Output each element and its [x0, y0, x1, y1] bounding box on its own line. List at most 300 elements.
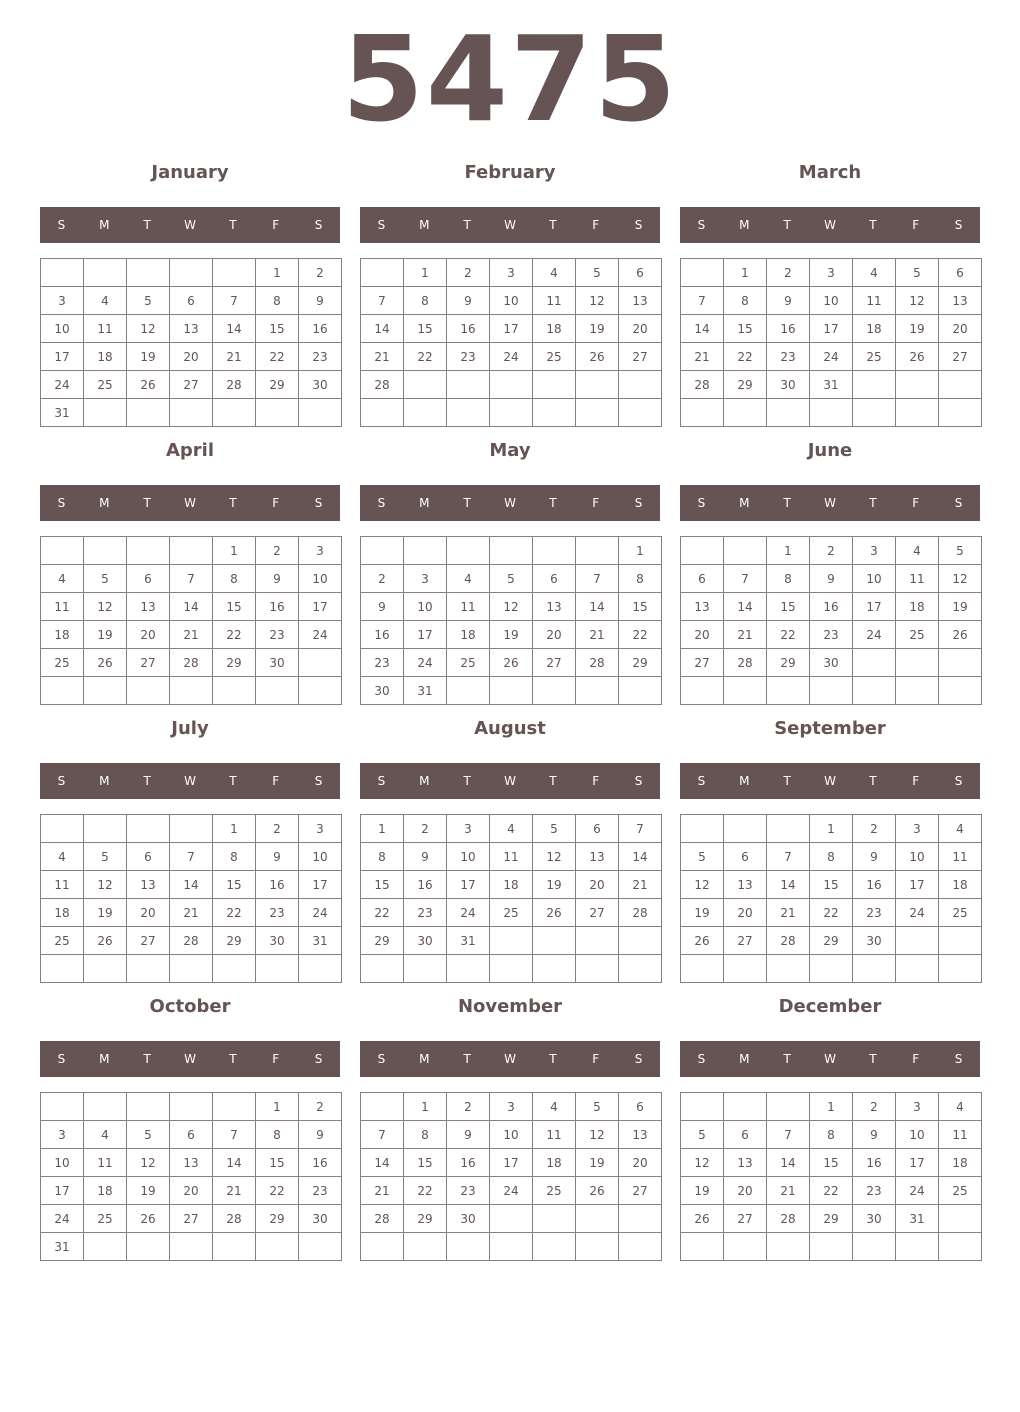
month-name: November: [457, 996, 563, 1017]
year-title: 5475: [341, 10, 679, 148]
day-cell: 6: [724, 1121, 767, 1149]
day-cell: 20: [724, 1177, 767, 1205]
empty-day-cell: [361, 537, 404, 565]
weekday-label: T: [549, 774, 557, 788]
week-row: [41, 1121, 342, 1149]
day-cell: 30: [853, 1205, 896, 1233]
day-cell: 22: [404, 1177, 447, 1205]
week-row: [681, 371, 982, 399]
day-cell: 11: [447, 593, 490, 621]
day-cell: 2: [404, 815, 447, 843]
day-cell: 19: [84, 621, 127, 649]
empty-day-cell: [490, 677, 533, 705]
empty-day-cell: [810, 1233, 853, 1261]
empty-day-cell: [681, 537, 724, 565]
weekday-label: T: [869, 774, 877, 788]
empty-day-cell: [939, 1205, 982, 1233]
day-cell: 23: [853, 1177, 896, 1205]
empty-day-cell: [170, 399, 213, 427]
empty-day-cell: [404, 537, 447, 565]
day-grid: [40, 814, 342, 983]
day-cell: 24: [896, 899, 939, 927]
empty-day-cell: [939, 399, 982, 427]
day-cell: 30: [299, 371, 342, 399]
empty-day-cell: [533, 371, 576, 399]
day-cell: 4: [41, 565, 84, 593]
day-cell: 31: [41, 1233, 84, 1261]
day-grid: [680, 1092, 982, 1261]
day-cell: 5: [681, 843, 724, 871]
day-cell: 22: [767, 621, 810, 649]
week-row: [361, 843, 662, 871]
day-cell: 1: [361, 815, 404, 843]
day-cell: 16: [361, 621, 404, 649]
empty-day-cell: [84, 537, 127, 565]
day-cell: 16: [256, 593, 299, 621]
day-cell: 22: [810, 899, 853, 927]
day-cell: 1: [767, 537, 810, 565]
week-row: [41, 955, 342, 983]
day-cell: 4: [533, 259, 576, 287]
week-row: [681, 1177, 982, 1205]
day-cell: 7: [361, 1121, 404, 1149]
week-row: [681, 1149, 982, 1177]
weekday-label: S: [697, 1052, 706, 1066]
empty-day-cell: [724, 815, 767, 843]
day-cell: 26: [939, 621, 982, 649]
day-cell: 23: [299, 343, 342, 371]
day-cell: 29: [256, 1205, 299, 1233]
weekday-label: W: [824, 496, 836, 510]
empty-day-cell: [213, 1233, 256, 1261]
day-cell: 31: [810, 371, 853, 399]
day-cell: 20: [170, 343, 213, 371]
day-cell: 26: [533, 899, 576, 927]
day-cell: 11: [41, 871, 84, 899]
week-row: [41, 287, 342, 315]
day-cell: 5: [576, 1093, 619, 1121]
empty-day-cell: [619, 399, 662, 427]
day-cell: 5: [127, 287, 170, 315]
day-cell: 2: [256, 815, 299, 843]
day-cell: 9: [447, 287, 490, 315]
day-cell: 13: [170, 1149, 213, 1177]
day-cell: 12: [576, 1121, 619, 1149]
week-row: [681, 1233, 982, 1261]
day-cell: 19: [127, 1177, 170, 1205]
day-cell: 7: [619, 815, 662, 843]
week-row: [361, 371, 662, 399]
day-cell: 23: [810, 621, 853, 649]
day-cell: 6: [939, 259, 982, 287]
weekday-label: W: [504, 218, 516, 232]
week-row: [681, 1093, 982, 1121]
empty-day-cell: [939, 677, 982, 705]
day-cell: 3: [490, 259, 533, 287]
day-cell: 13: [127, 593, 170, 621]
day-cell: 25: [533, 1177, 576, 1205]
week-row: [361, 871, 662, 899]
week-row: [681, 621, 982, 649]
day-cell: 18: [939, 1149, 982, 1177]
day-cell: 4: [84, 1121, 127, 1149]
day-cell: 11: [939, 843, 982, 871]
empty-day-cell: [724, 537, 767, 565]
week-row: [41, 399, 342, 427]
weekday-label: M: [739, 1052, 750, 1066]
day-cell: 28: [681, 371, 724, 399]
week-row: [681, 899, 982, 927]
day-cell: 29: [619, 649, 662, 677]
day-cell: 19: [681, 1177, 724, 1205]
day-cell: 6: [127, 565, 170, 593]
empty-day-cell: [490, 399, 533, 427]
week-row: [681, 1121, 982, 1149]
day-cell: 18: [533, 315, 576, 343]
weekday-label: M: [419, 1052, 430, 1066]
empty-day-cell: [84, 815, 127, 843]
day-cell: 4: [41, 843, 84, 871]
day-cell: 23: [767, 343, 810, 371]
week-row: [41, 899, 342, 927]
day-cell: 10: [447, 843, 490, 871]
weekday-label: S: [697, 774, 706, 788]
week-row: [361, 399, 662, 427]
day-cell: 3: [810, 259, 853, 287]
empty-day-cell: [299, 677, 342, 705]
weekday-label: T: [783, 218, 791, 232]
weekday-label: W: [824, 218, 836, 232]
week-row: [681, 565, 982, 593]
day-cell: 29: [256, 371, 299, 399]
day-cell: 27: [170, 371, 213, 399]
weekday-label: S: [954, 1052, 963, 1066]
day-cell: 15: [724, 315, 767, 343]
day-cell: 25: [853, 343, 896, 371]
week-row: [681, 343, 982, 371]
month-name: January: [151, 162, 229, 183]
day-cell: 7: [724, 565, 767, 593]
empty-day-cell: [939, 371, 982, 399]
day-cell: 12: [490, 593, 533, 621]
day-cell: 8: [361, 843, 404, 871]
day-cell: 23: [853, 899, 896, 927]
weekday-label: W: [824, 1052, 836, 1066]
day-cell: 4: [853, 259, 896, 287]
weekday-header: [40, 485, 340, 521]
day-cell: 3: [490, 1093, 533, 1121]
weekday-label: F: [592, 1052, 600, 1066]
weekday-label: S: [377, 218, 386, 232]
week-row: [361, 565, 662, 593]
empty-day-cell: [533, 537, 576, 565]
weekday-label: W: [824, 774, 836, 788]
empty-day-cell: [724, 955, 767, 983]
weekday-label: S: [634, 218, 643, 232]
week-row: [681, 399, 982, 427]
weekday-label: T: [143, 496, 151, 510]
day-cell: 9: [256, 565, 299, 593]
empty-day-cell: [767, 399, 810, 427]
empty-day-cell: [681, 1093, 724, 1121]
day-cell: 3: [404, 565, 447, 593]
day-cell: 2: [853, 1093, 896, 1121]
empty-day-cell: [896, 677, 939, 705]
day-cell: 20: [533, 621, 576, 649]
day-cell: 25: [447, 649, 490, 677]
day-cell: 9: [299, 287, 342, 315]
day-cell: 29: [213, 927, 256, 955]
empty-day-cell: [84, 399, 127, 427]
day-cell: 28: [619, 899, 662, 927]
day-cell: 24: [490, 1177, 533, 1205]
day-cell: 26: [84, 649, 127, 677]
day-cell: 18: [84, 1177, 127, 1205]
day-cell: 21: [767, 899, 810, 927]
empty-day-cell: [41, 815, 84, 843]
empty-day-cell: [533, 677, 576, 705]
empty-day-cell: [724, 1093, 767, 1121]
day-cell: 15: [810, 1149, 853, 1177]
empty-day-cell: [533, 927, 576, 955]
day-cell: 28: [213, 1205, 256, 1233]
weekday-label: F: [592, 496, 600, 510]
day-cell: 13: [576, 843, 619, 871]
day-cell: 22: [256, 1177, 299, 1205]
day-cell: 18: [41, 899, 84, 927]
month-name: February: [464, 162, 556, 183]
week-row: [361, 593, 662, 621]
week-row: [41, 259, 342, 287]
day-cell: 27: [724, 1205, 767, 1233]
day-cell: 21: [681, 343, 724, 371]
weekday-label: S: [57, 774, 66, 788]
day-cell: 9: [810, 565, 853, 593]
day-cell: 30: [853, 927, 896, 955]
day-cell: 13: [681, 593, 724, 621]
day-cell: 13: [533, 593, 576, 621]
day-cell: 21: [213, 1177, 256, 1205]
week-row: [681, 537, 982, 565]
day-cell: 20: [170, 1177, 213, 1205]
empty-day-cell: [896, 955, 939, 983]
week-row: [41, 677, 342, 705]
day-cell: 21: [361, 1177, 404, 1205]
weekday-header: [360, 207, 660, 243]
day-cell: 24: [404, 649, 447, 677]
empty-day-cell: [127, 399, 170, 427]
day-cell: 11: [939, 1121, 982, 1149]
day-cell: 19: [939, 593, 982, 621]
day-cell: 19: [533, 871, 576, 899]
day-cell: 25: [84, 1205, 127, 1233]
day-cell: 24: [810, 343, 853, 371]
weekday-label: M: [739, 496, 750, 510]
empty-day-cell: [361, 259, 404, 287]
day-cell: 14: [576, 593, 619, 621]
day-grid: [40, 536, 342, 705]
day-cell: 26: [896, 343, 939, 371]
day-cell: 23: [447, 343, 490, 371]
day-cell: 17: [853, 593, 896, 621]
week-row: [361, 955, 662, 983]
empty-day-cell: [681, 677, 724, 705]
day-cell: 15: [213, 593, 256, 621]
day-cell: 6: [619, 1093, 662, 1121]
weekday-label: T: [549, 496, 557, 510]
empty-day-cell: [533, 399, 576, 427]
empty-day-cell: [490, 955, 533, 983]
weekday-label: S: [697, 496, 706, 510]
week-row: [41, 315, 342, 343]
day-cell: 25: [84, 371, 127, 399]
empty-day-cell: [84, 677, 127, 705]
day-cell: 8: [810, 843, 853, 871]
day-cell: 14: [681, 315, 724, 343]
day-cell: 7: [213, 287, 256, 315]
empty-day-cell: [490, 927, 533, 955]
empty-day-cell: [767, 815, 810, 843]
day-cell: 4: [533, 1093, 576, 1121]
empty-day-cell: [447, 677, 490, 705]
day-cell: 21: [767, 1177, 810, 1205]
day-cell: 5: [939, 537, 982, 565]
day-grid: [680, 536, 982, 705]
day-cell: 3: [896, 815, 939, 843]
day-cell: 26: [576, 343, 619, 371]
day-cell: 10: [896, 1121, 939, 1149]
week-row: [361, 259, 662, 287]
weekday-label: S: [697, 218, 706, 232]
week-row: [681, 315, 982, 343]
weekday-label: M: [739, 218, 750, 232]
day-cell: 20: [576, 871, 619, 899]
empty-day-cell: [127, 1233, 170, 1261]
weekday-label: T: [229, 1052, 237, 1066]
empty-day-cell: [490, 371, 533, 399]
day-cell: 4: [896, 537, 939, 565]
week-row: [41, 815, 342, 843]
day-cell: 16: [853, 1149, 896, 1177]
day-cell: 13: [619, 287, 662, 315]
empty-day-cell: [299, 1233, 342, 1261]
empty-day-cell: [533, 1233, 576, 1261]
day-cell: 2: [256, 537, 299, 565]
week-row: [41, 843, 342, 871]
day-cell: 12: [127, 1149, 170, 1177]
day-cell: 8: [256, 287, 299, 315]
empty-day-cell: [127, 259, 170, 287]
day-cell: 2: [447, 259, 490, 287]
day-cell: 14: [170, 871, 213, 899]
week-row: [361, 1121, 662, 1149]
day-cell: 22: [213, 621, 256, 649]
day-cell: 30: [361, 677, 404, 705]
weekday-label: F: [912, 496, 920, 510]
month-name: April: [165, 440, 215, 461]
weekday-label: T: [463, 496, 471, 510]
empty-day-cell: [361, 399, 404, 427]
day-cell: 12: [127, 315, 170, 343]
weekday-label: S: [314, 218, 323, 232]
day-cell: 18: [447, 621, 490, 649]
weekday-label: W: [184, 1052, 196, 1066]
empty-day-cell: [404, 371, 447, 399]
day-cell: 19: [490, 621, 533, 649]
week-row: [681, 955, 982, 983]
empty-day-cell: [490, 1233, 533, 1261]
empty-day-cell: [361, 955, 404, 983]
day-cell: 11: [490, 843, 533, 871]
day-cell: 12: [681, 871, 724, 899]
empty-day-cell: [896, 927, 939, 955]
month-name: December: [778, 996, 882, 1017]
week-row: [681, 259, 982, 287]
weekday-label: F: [272, 774, 280, 788]
empty-day-cell: [127, 815, 170, 843]
day-cell: 24: [299, 621, 342, 649]
empty-day-cell: [681, 1233, 724, 1261]
empty-day-cell: [127, 677, 170, 705]
month-name: October: [149, 996, 231, 1017]
weekday-label: T: [783, 496, 791, 510]
empty-day-cell: [533, 1205, 576, 1233]
weekday-label: S: [314, 1052, 323, 1066]
empty-day-cell: [576, 399, 619, 427]
empty-day-cell: [170, 677, 213, 705]
weekday-label: M: [419, 218, 430, 232]
week-row: [361, 287, 662, 315]
day-grid: [360, 1092, 662, 1261]
empty-day-cell: [896, 371, 939, 399]
empty-day-cell: [576, 537, 619, 565]
day-cell: 17: [810, 315, 853, 343]
day-cell: 26: [127, 1205, 170, 1233]
day-cell: 20: [127, 899, 170, 927]
weekday-header: [40, 1041, 340, 1077]
empty-day-cell: [127, 955, 170, 983]
empty-day-cell: [576, 677, 619, 705]
day-cell: 18: [41, 621, 84, 649]
day-cell: 5: [84, 565, 127, 593]
day-cell: 2: [361, 565, 404, 593]
weekday-label: F: [592, 774, 600, 788]
empty-day-cell: [619, 955, 662, 983]
day-cell: 3: [896, 1093, 939, 1121]
day-cell: 5: [681, 1121, 724, 1149]
day-cell: 30: [810, 649, 853, 677]
empty-day-cell: [810, 399, 853, 427]
empty-day-cell: [767, 1093, 810, 1121]
day-cell: 8: [724, 287, 767, 315]
day-cell: 28: [170, 927, 213, 955]
weekday-label: T: [783, 774, 791, 788]
day-cell: 16: [299, 315, 342, 343]
day-cell: 5: [127, 1121, 170, 1149]
empty-day-cell: [576, 927, 619, 955]
weekday-label: S: [57, 1052, 66, 1066]
day-cell: 8: [213, 843, 256, 871]
day-cell: 21: [619, 871, 662, 899]
weekday-label: S: [954, 218, 963, 232]
day-cell: 27: [619, 1177, 662, 1205]
day-cell: 4: [84, 287, 127, 315]
day-grid: [360, 258, 662, 427]
day-cell: 12: [576, 287, 619, 315]
day-cell: 26: [127, 371, 170, 399]
day-cell: 15: [361, 871, 404, 899]
day-cell: 29: [767, 649, 810, 677]
